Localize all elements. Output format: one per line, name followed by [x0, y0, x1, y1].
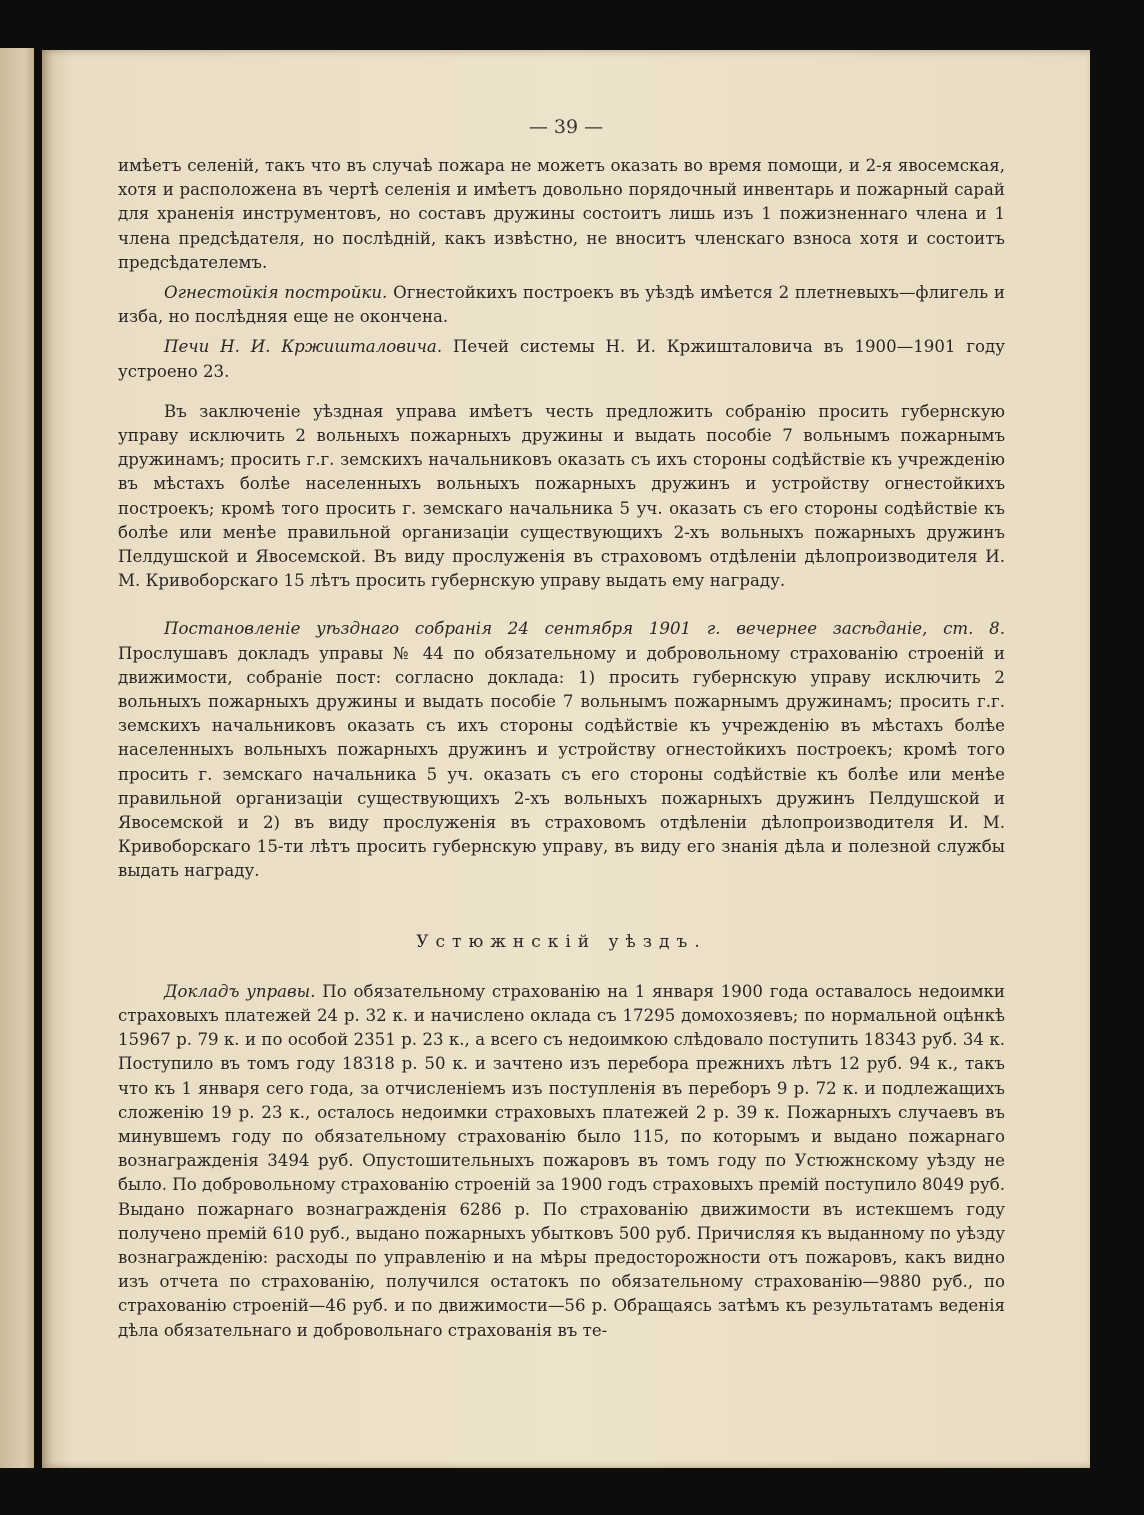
paragraph-continuation: имѣетъ селеній, такъ что въ случаѣ пожара не можетъ оказать во время помощи, и 2-я явосемская, хотя и расположена въ чертѣ селенія и имѣетъ довольно порядочный инвентарь и пожарный сарай для храненія инструментовъ, но составъ дружины состоитъ лишь изъ 1 пожизненнаго члена и 1 члена предсѣдателя, но послѣдній, какъ извѣстно, не вноситъ членскаго взноса хотя и состоитъ предсѣдателемъ.	[118, 156, 1005, 272]
paragraph-text: По обязательному страхованію на 1 января 1900 года оставалось недоимки страховыхъ платежей 24 р. 32 к. и начислено оклада съ 17295 домохозяевъ; по нормальной оцѣнкѣ 15967 р. 79 к. и по особой 2351 р. 23 к., а всего съ недоимкою слѣдовало поступить 18343 руб. 34 к. Поступило въ томъ году 18318 р. 50 к. и зачтено изъ перебора прежнихъ лѣтъ 12 руб. 94 к., такъ что къ 1 января сего года, за отчисленіемъ изъ поступленія въ переборъ 9 р. 72 к. и подлежащихъ сложенію 19 р. 23 к., осталось недоимки страховыхъ платежей 2 р. 39 к. Пожарныхъ случаевъ въ минувшемъ году по обязательному страхованію было 115, по которымъ и выдано пожарнаго вознагражденія 3494 руб. Опустошительныхъ пожаровъ въ томъ году по Устюжнскому уѣзду не было. По добровольному страхованію строеній за 1900 годъ страховыхъ премій поступило 8049 руб. Выдано пожарнаго вознагражденія 6286 р. По страхованію движимости въ истекшемъ году получено премій 610 руб., выдано пожарныхъ убытковъ 500 руб. Причисляя къ выданному по уѣзду вознагражденію: расходы по управленію и на мѣры предосторожности отъ пожаровъ, какъ видно изъ отчета по страхованію, получился остатокъ по обязательному страхованію—9880 руб., по страхованію строеній—46 руб. и по движимости—56 р. Обращаясь затѣмъ къ результатамъ веденія дѣла обязательнаго и добровольнаго страхованія въ те-	[118, 981, 1005, 1340]
paragraph-heading: Постановленіе уѣзднаго собранія 24 сентября 1901 г. вечернее засѣданіе, ст. 8.	[164, 619, 1005, 639]
page-body	[118, 154, 1005, 1343]
paragraph-heading: Докладъ управы.	[164, 981, 316, 1001]
paragraph-resolution	[118, 617, 1005, 883]
paragraph-heading: Огнестойкія постройки.	[164, 283, 388, 303]
paragraph-text: Печей системы Н. И. Кржишталовича въ 1900—1901 году устроено 23.	[118, 337, 1005, 381]
paragraph-text: Огнестойкихъ построекъ въ уѣздѣ имѣется 2 плетневыхъ—флигель и изба, но послѣдняя еще не окончена.	[118, 283, 1005, 327]
paragraph-fireproof-buildings	[118, 281, 1005, 329]
paragraph-stoves	[118, 335, 1005, 383]
paragraph-heading: Печи Н. И. Кржишталовича.	[164, 337, 443, 357]
paragraph-conclusion: Въ заключеніе уѣздная управа имѣетъ честь предложить собранію просить губернскую управу исключить 2 вольныхъ пожарныхъ дружины и выдать пособіе 7 вольнымъ пожарнымъ дружинамъ; просить г.г. земскихъ начальниковъ оказать съ ихъ стороны содѣйствіе къ учрежденію въ мѣстахъ болѣе населенныхъ вольныхъ пожарныхъ дружинъ и устройству огнестойкихъ построекъ; кромѣ того просить г. земскаго начальника 5 уч. оказать съ его стороны содѣйствіе къ болѣе или менѣе правильной организаціи существующихъ 2-хъ вольныхъ пожарныхъ дружинъ Пелдушской и Явосемской. Въ виду прослуженія въ страховомъ отдѣленіи дѣлопроизводителя И. М. Кривоборскаго 15 лѣтъ просить губернскую управу выдать ему награду.	[118, 401, 1005, 591]
document-page	[42, 50, 1090, 1468]
section-title: Устюжнскій уѣздъ.	[416, 931, 707, 952]
paragraph-report	[118, 980, 1005, 1343]
paragraph-text: Прослушавъ докладъ управы № 44 по обязательному и добровольному страхованію строеній и движимости, собраніе пост: согласно доклада: 1) просить губернскую управу исключить 2 вольныхъ пожарныхъ дружины и выдать пособіе 7 вольнымъ пожарнымъ дружинамъ; просить г.г. земскихъ начальниковъ оказать съ ихъ стороны содѣйствіе къ учрежденію въ мѣстахъ болѣе населенныхъ вольныхъ пожарныхъ дружинъ и устройству огнестойкихъ построекъ; кромѣ того просить г. земскаго начальника 5 уч. оказать съ его стороны содѣйствіе къ болѣе или менѣе правильной организаціи существующихъ 2-хъ вольныхъ пожарныхъ дружинъ Пелдушской и Явосемской и 2) въ виду прослуженія въ страховомъ отдѣленіи дѣлопроизводителя И. М. Кривоборскаго 15-ти лѣтъ просить губернскую управу, въ виду его знанія дѣла и полезной службы выдать награду.	[118, 643, 1005, 881]
facing-page-edge	[0, 48, 34, 1468]
page-number: — 39 —	[528, 116, 604, 138]
